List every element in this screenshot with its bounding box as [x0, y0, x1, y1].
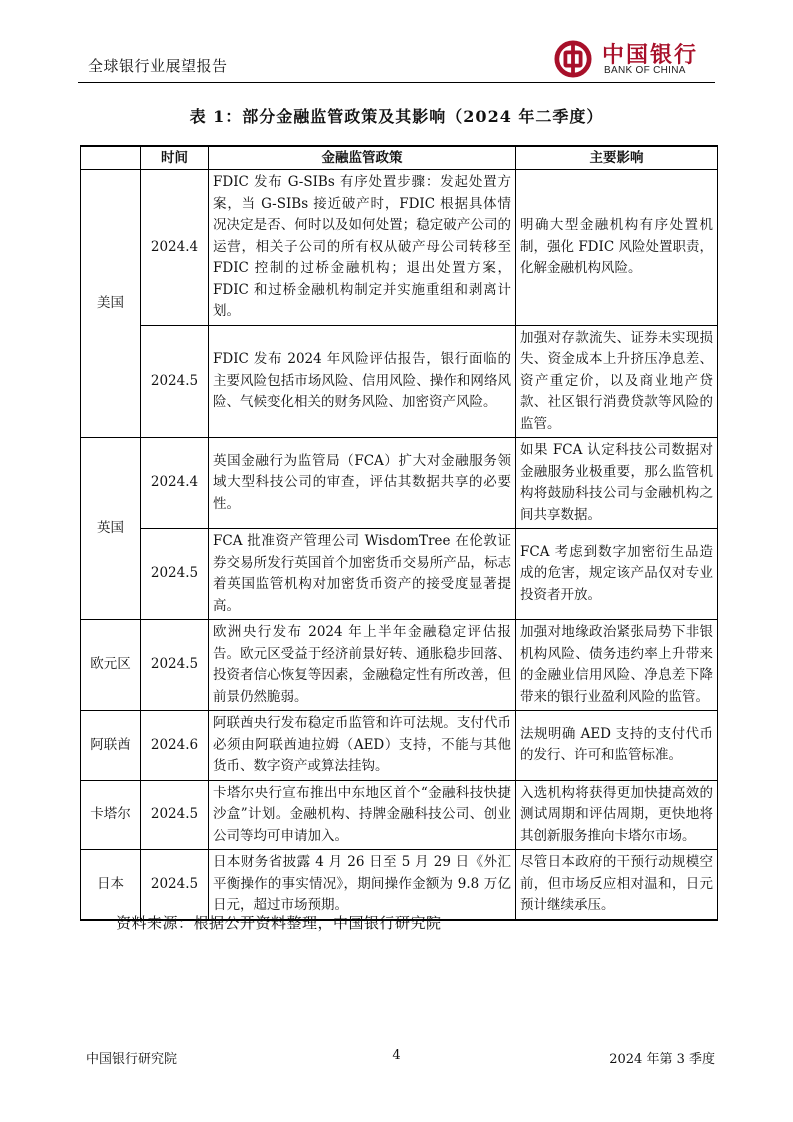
date-cell: 2024.4: [141, 438, 209, 529]
page-header: [78, 40, 715, 83]
table-row: [81, 170, 718, 326]
date-cell: 2024.5: [141, 620, 209, 711]
country-cell: 英国: [81, 438, 141, 620]
report-title: 全球银行业展望报告: [88, 57, 228, 75]
policy-cell: FCA 批准资产管理公司 WisdomTree 在伦敦证券交易所发行英国首个加密货币交易所产品，标志着英国监管机构对加密货币资产的接受度显著提高。: [209, 529, 516, 620]
policy-cell: 英国金融行为监管局（FCA）扩大对金融服务领域大型科技公司的审查，评估其数据共享的必要性。: [209, 438, 516, 529]
impact-cell: 尽管日本政府的干预行动规模空前，但市场反应相对温和，日元预计继续承压。: [516, 850, 718, 920]
table-row: [81, 438, 718, 529]
table-row: [81, 711, 718, 781]
table-header-row: [81, 146, 718, 170]
table-row: [81, 325, 718, 438]
impact-cell: FCA 考虑到数字加密衍生品造成的危害，规定该产品仅对专业投资者开放。: [516, 529, 718, 620]
bank-of-china-emblem-icon: [554, 40, 592, 78]
impact-cell: 如果 FCA 认定科技公司数据对金融服务业极重要，那么监管机构将鼓励科技公司与金融机构之间共享数据。: [516, 438, 718, 529]
policy-cell: 日本财务省披露 4 月 26 日至 5 月 29 日《外汇平衡操作的事实情况》，期间操作金额为 9.8 万亿日元，超过市场预期。: [209, 850, 516, 920]
column-header-country: [81, 146, 141, 170]
date-cell: 2024.5: [141, 325, 209, 438]
footer-period: 2024 年第 3 季度: [609, 1052, 715, 1067]
logo-english-text: BANK OF CHINA: [604, 65, 686, 76]
source-note: 资料来源：根据公开资料整理，中国银行研究院: [116, 914, 442, 932]
impact-cell: 入选机构将获得更加快捷高效的测试周期和评估周期，更快地将其创新服务推向卡塔尔市场。: [516, 780, 718, 850]
impact-cell: 明确大型金融机构有序处置机制，强化 FDIC 风险处置职责，化解金融机构风险。: [516, 170, 718, 326]
policy-cell: FDIC 发布 2024 年风险评估报告，银行面临的主要风险包括市场风险、信用风险、操作和网络风险、气候变化相关的财务风险、加密资产风险。: [209, 325, 516, 438]
policy-cell: 欧洲央行发布 2024 年上半年金融稳定评估报告。欧元区受益于经济前景好转、通胀稳步回落、投资者信心恢复等因素，金融稳定性有所改善，但前景仍然脆弱。: [209, 620, 516, 711]
logo-chinese-text: 中国银行: [602, 42, 699, 68]
policy-cell: FDIC 发布 G-SIBs 有序处置步骤：发起处置方案，当 G-SIBs 接近破产时，FDIC 根据具体情况决定是否、何时以及如何处置；稳定破产公司的运营，相关子公司的所有权从破产母公司转移至 FDIC 控制的过桥金融机构；退出处置方案，FDIC 和过桥金融机构制定并实施重组和剥离计划。: [209, 170, 516, 326]
table-row: [81, 529, 718, 620]
impact-cell: 法规明确 AED 支持的支付代币的发行、许可和监管标准。: [516, 711, 718, 781]
page-number: 4: [392, 1048, 401, 1063]
column-header-policy: 金融监管政策: [209, 146, 516, 170]
table-row: [81, 780, 718, 850]
country-cell: 美国: [81, 170, 141, 438]
date-cell: 2024.5: [141, 850, 209, 920]
bank-logo: [554, 38, 709, 80]
policy-cell: 卡塔尔央行宣布推出中东地区首个“金融科技快捷沙盒”计划。金融机构、持牌金融科技公司、创业公司等均可申请加入。: [209, 780, 516, 850]
table-title: 表 1：部分金融监管政策及其影响（2024 年二季度）: [189, 107, 604, 126]
footer-institution: 中国银行研究院: [86, 1052, 178, 1067]
policy-cell: 阿联酋央行发布稳定币监管和许可法规。支付代币必须由阿联酋迪拉姆（AED）支持，不能与其他货币、数字资产或算法挂钩。: [209, 711, 516, 781]
date-cell: 2024.4: [141, 170, 209, 326]
table-row: [81, 620, 718, 711]
country-cell: 日本: [81, 850, 141, 920]
country-cell: 欧元区: [81, 620, 141, 711]
column-header-impact: 主要影响: [516, 146, 718, 170]
date-cell: 2024.5: [141, 780, 209, 850]
regulation-table: [80, 145, 718, 921]
date-cell: 2024.6: [141, 711, 209, 781]
impact-cell: 加强对地缘政治紧张局势下非银机构风险、债务违约率上升带来的金融业信用风险、净息差下降带来的银行业盈利风险的监管。: [516, 620, 718, 711]
column-header-time: 时间: [141, 146, 209, 170]
impact-cell: 加强对存款流失、证券未实现损失、资金成本上升挤压净息差、资产重定价，以及商业地产贷款、社区银行消费贷款等风险的监管。: [516, 325, 718, 438]
table-row: [81, 850, 718, 920]
country-cell: 阿联酋: [81, 711, 141, 781]
date-cell: 2024.5: [141, 529, 209, 620]
country-cell: 卡塔尔: [81, 780, 141, 850]
